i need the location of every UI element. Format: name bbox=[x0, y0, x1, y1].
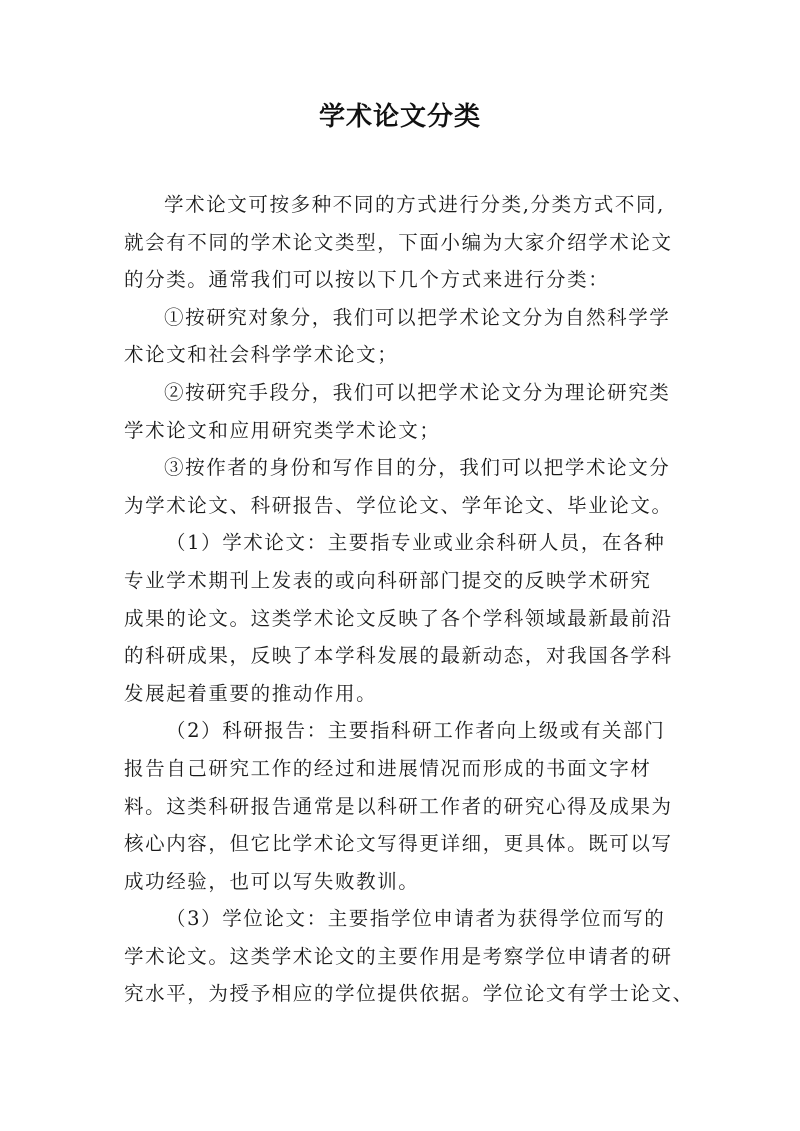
document-body bbox=[124, 186, 694, 1013]
text-line: 学术论文和应用研究类学术论文； bbox=[124, 418, 441, 442]
text-line: ①按研究对象分，我们可以把学术论文分为自然科学学 bbox=[164, 305, 671, 329]
text-line: （1）学术论文：主要指专业或业余科研人员，在各种 bbox=[166, 531, 666, 555]
text-line: 核心内容，但它比学术论文写得更详细，更具体。既可以写 bbox=[124, 832, 673, 856]
text-line: ③按作者的身份和写作目的分，我们可以把学术论文分 bbox=[164, 456, 671, 480]
text-line: ②按研究手段分，我们可以把学术论文分为理论研究类 bbox=[164, 380, 671, 404]
text-line: 究水平，为授予相应的学位提供依据。学位论文有学士论文、 bbox=[124, 982, 694, 1006]
text-line: 的科研成果，反映了本学科发展的最新动态，对我国各学科 bbox=[124, 644, 673, 668]
paragraph-type-2 bbox=[124, 712, 680, 900]
text-line: 就会有不同的学术论文类型，下面小编为大家介绍学术论文 bbox=[124, 230, 673, 254]
text-line: 专业学术期刊上发表的或向科研部门提交的反映学术研究 bbox=[124, 568, 652, 592]
text-line: 术论文和社会科学学术论文； bbox=[124, 343, 399, 367]
text-line: 发展起着重要的推动作用。 bbox=[124, 681, 378, 705]
text-line: （2）科研报告：主要指科研工作者向上级或有关部门 bbox=[166, 719, 666, 743]
page-title: 学术论文分类 bbox=[318, 102, 481, 132]
paragraph-type-1 bbox=[124, 524, 680, 712]
text-line: 学术论文。这类学术论文的主要作用是考察学位申请者的研 bbox=[124, 944, 673, 968]
text-line: 学术论文可按多种不同的方式进行分类,分类方式不同, bbox=[164, 193, 665, 216]
paragraph-item-1 bbox=[124, 299, 680, 374]
paragraph-item-3 bbox=[124, 449, 680, 524]
text-line: 成功经验，也可以写失败教训。 bbox=[124, 869, 420, 893]
text-line: （3）学位论文：主要指学位申请者为获得学位而写的 bbox=[166, 907, 666, 931]
text-line: 为学术论文、科研报告、学位论文、学年论文、毕业论文。 bbox=[124, 493, 673, 517]
paragraph-type-3 bbox=[124, 900, 694, 1013]
text-line: 的分类。通常我们可以按以下几个方式来进行分类： bbox=[124, 268, 610, 292]
text-line: 料。这类科研报告通常是以科研工作者的研究心得及成果为 bbox=[124, 794, 673, 818]
paragraph-item-2 bbox=[124, 374, 680, 449]
text-line: 报告自己研究工作的经过和进展情况而形成的书面文字材 bbox=[124, 756, 652, 780]
paragraph-intro bbox=[124, 186, 680, 299]
text-line: 成果的论文。这类学术论文反映了各个学科领域最新最前沿 bbox=[124, 606, 673, 630]
